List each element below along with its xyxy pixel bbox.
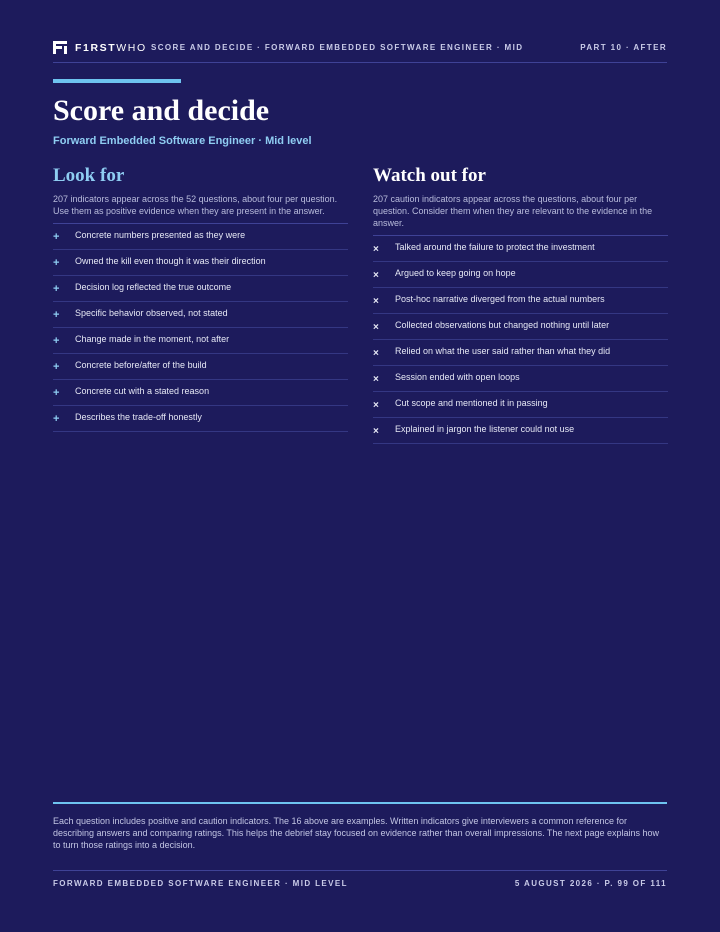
watch-out-item [373,340,668,366]
footer-note: Each question includes positive and caution indicators. The 16 above are examples. Written indicators give interviewers a common reference for describing answers and comparing ratings. This helps the debrief stay focused on evidence rather than overall impressions. The next page explains how to turn those ratings into a decision. [53,816,660,850]
plus-icon: + [53,231,60,243]
cross-icon: × [373,296,379,307]
look-for-item-text: Owned the kill even though it was their direction [75,256,266,266]
look-for-item [53,380,348,406]
page-title: Score and decide [53,94,270,127]
accent-bar [53,79,181,83]
watch-out-column [373,165,668,444]
look-for-heading: Look for [53,165,125,186]
look-for-list [53,224,348,432]
watch-out-heading: Watch out for [373,165,486,186]
footer-divider [53,870,667,871]
watch-out-item-text: Collected observations but changed nothing until later [395,320,610,330]
watch-out-item [373,314,668,340]
look-for-item-text: Describes the trade-off honestly [75,412,202,422]
watch-out-item-text: Cut scope and mentioned it in passing [395,398,548,408]
look-for-intro: 207 indicators appear across the 52 questions, about four per question. Use them as positive evidence when they are present in the answer. [53,193,348,224]
page [53,0,667,932]
watch-out-item [373,288,668,314]
look-for-item [53,302,348,328]
watch-out-item [373,392,668,418]
look-for-item-text: Concrete before/after of the build [75,360,207,370]
watch-out-item-text: Relied on what the user said rather than what they did [395,346,611,356]
watch-out-item [373,418,668,444]
cross-icon: × [373,400,379,411]
look-for-item-text: Decision log reflected the true outcome [75,282,232,292]
watch-out-intro: 207 caution indicators appear across the questions, about four per question. Consider them when they are relevant to the evidence in the answer. [373,193,668,236]
cross-icon: × [373,348,379,359]
look-for-item-text: Concrete numbers presented as they were [75,230,246,240]
logo [53,41,147,54]
cross-icon: × [373,426,379,437]
watch-out-item-text: Post-hoc narrative diverged from the actual numbers [395,294,605,304]
watch-out-item [373,236,668,262]
look-for-item [53,224,348,250]
watch-out-item-text: Session ended with open loops [395,372,520,382]
watch-out-item [373,366,668,392]
plus-icon: + [53,413,60,425]
logo-text: F1RSTWHO [75,41,147,54]
look-for-item [53,276,348,302]
look-for-item-text: Concrete cut with a stated reason [75,386,210,396]
page-subtitle: Forward Embedded Software Engineer · Mid level [53,135,312,147]
watch-out-list [373,236,668,444]
watch-out-item-text: Argued to keep going on hope [395,268,516,278]
footer-page-info: 5 AUGUST 2026 · P. 99 OF 111 [514,879,667,888]
cross-icon: × [373,374,379,385]
look-for-item [53,328,348,354]
plus-icon: + [53,309,60,321]
part-label: PART 10 · AFTER [580,43,667,52]
watch-out-item-text: Explained in jargon the listener could not use [395,424,575,434]
look-for-item [53,354,348,380]
footer-accent-rule [53,802,667,804]
firstwho-logo-icon [53,41,67,54]
plus-icon: + [53,387,60,399]
plus-icon: + [53,283,60,295]
look-for-column [53,165,348,432]
breadcrumb: SCORE AND DECIDE · FORWARD EMBEDDED SOFTWARE ENGINEER · MID [151,43,524,52]
cross-icon: × [373,244,379,255]
plus-icon: + [53,335,60,347]
plus-icon: + [53,361,60,373]
watch-out-item-text: Talked around the failure to protect the investment [395,242,595,252]
cross-icon: × [373,270,379,281]
watch-out-item [373,262,668,288]
footer-role: FORWARD EMBEDDED SOFTWARE ENGINEER · MID LEVEL [53,879,348,888]
plus-icon: + [53,257,60,269]
look-for-item-text: Specific behavior observed, not stated [75,308,228,318]
look-for-item [53,406,348,432]
page-header [53,40,667,63]
look-for-item-text: Change made in the moment, not after [75,334,230,344]
look-for-item [53,250,348,276]
cross-icon: × [373,322,379,333]
